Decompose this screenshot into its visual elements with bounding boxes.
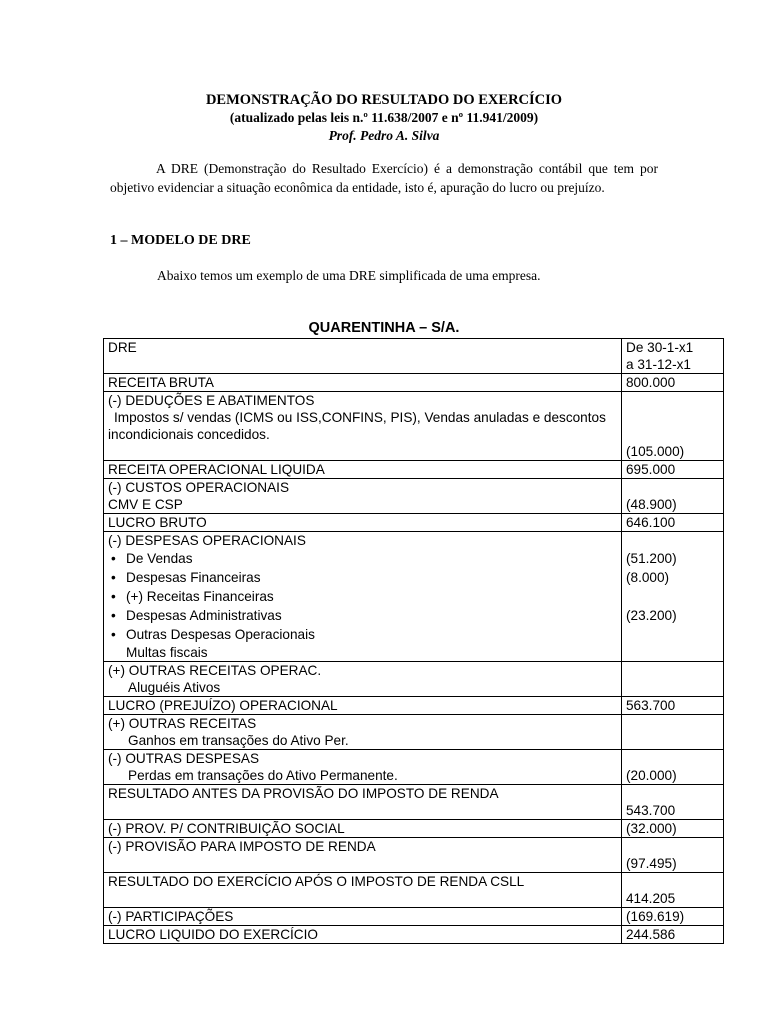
row-label: LUCRO BRUTO — [104, 514, 622, 532]
list-item-label: Outras Despesas Operacionais — [126, 627, 315, 642]
row-value: 543.700 — [622, 785, 724, 820]
table-row — [104, 750, 724, 785]
table-row — [104, 715, 724, 750]
section-heading: 1 – MODELO DE DRE — [110, 233, 251, 248]
dre-table — [103, 338, 724, 944]
document-author: Prof. Pedro A. Silva — [328, 128, 440, 143]
row-value — [622, 532, 724, 662]
table-row — [104, 514, 724, 532]
row-value: (32.000) — [622, 820, 724, 838]
table-row — [104, 820, 724, 838]
intro-paragraph: A DRE (Demonstração do Resultado Exercício) é a demonstração contábil que tem por objetivo evidenciar a situação econômica da entidade, isto é, apuração do lucro ou prejuízo. — [110, 161, 658, 195]
table-row — [104, 662, 724, 697]
row-value: 414.205 — [622, 873, 724, 908]
bullet-icon: • — [111, 570, 116, 585]
row-value: (97.495) — [622, 838, 724, 873]
row-label — [104, 532, 622, 662]
row-label: LUCRO LIQUIDO DO EXERCÍCIO — [104, 926, 622, 944]
row-label: RESULTADO ANTES DA PROVISÃO DO IMPOSTO DE RENDA — [104, 785, 622, 820]
row-detail: Impostos s/ vendas (ICMS ou ISS,CONFINS, PIS), Vendas anuladas e descontos incondicionais concedidos. — [108, 410, 606, 442]
list-value — [626, 587, 720, 606]
row-detail: Perdas em transações do Ativo Permanente. — [128, 768, 398, 783]
list-item — [108, 606, 618, 625]
row-label: RECEITA OPERACIONAL LIQUIDA — [104, 461, 622, 479]
list-item-label: Despesas Financeiras — [126, 570, 261, 585]
table-row — [104, 479, 724, 514]
row-detail: Ganhos em transações do Ativo Per. — [128, 733, 349, 748]
list-item — [108, 587, 618, 606]
row-label: (-) PARTICIPAÇÕES — [104, 908, 622, 926]
row-label-main: (-) OUTRAS DESPESAS — [108, 751, 260, 766]
list-value — [626, 625, 720, 644]
row-value: 244.586 — [622, 926, 724, 944]
bullet-icon: • — [111, 608, 116, 623]
row-value: 695.000 — [622, 461, 724, 479]
header-period-start: De 30-1-x1 — [626, 340, 694, 355]
document-subtitle: (atualizado pelas leis n.º 11.638/2007 e nº 11.941/2009) — [229, 110, 539, 125]
list-value: (23.200) — [626, 608, 677, 623]
table-row — [104, 838, 724, 873]
row-label — [104, 392, 622, 461]
row-value: 646.100 — [622, 514, 724, 532]
row-value — [622, 662, 724, 697]
bullet-icon: • — [111, 589, 116, 604]
row-value: 563.700 — [622, 697, 724, 715]
row-value: (105.000) — [622, 392, 724, 461]
table-header-row — [104, 339, 724, 374]
table-row — [104, 873, 724, 908]
row-detail: Aluguéis Ativos — [128, 680, 221, 695]
row-value: 800.000 — [622, 374, 724, 392]
row-label-main: (+) OUTRAS RECEITAS OPERAC. — [108, 663, 322, 678]
row-label-main: (+) OUTRAS RECEITAS — [108, 716, 257, 731]
list-item — [108, 549, 618, 568]
row-value: (48.900) — [622, 479, 724, 514]
list-item-label: (+) Receitas Financeiras — [126, 589, 274, 604]
list-item-label: Despesas Administrativas — [126, 608, 282, 623]
row-label — [104, 715, 622, 750]
header-period-end: a 31-12-x1 — [626, 357, 691, 372]
list-item — [108, 625, 618, 644]
row-label-main: (-) DEDUÇÕES E ABATIMENTOS — [108, 393, 315, 408]
table-row — [104, 926, 724, 944]
row-value: (169.619) — [622, 908, 724, 926]
table-row — [104, 697, 724, 715]
table-row — [104, 908, 724, 926]
row-detail: Multas fiscais — [126, 645, 208, 660]
header-label: DRE — [104, 339, 622, 374]
company-name: QUARENTINHA – S/A. — [308, 320, 460, 336]
table-row — [104, 374, 724, 392]
row-label-main: (-) DESPESAS OPERACIONAIS — [108, 533, 306, 548]
table-row — [104, 461, 724, 479]
list-item — [108, 568, 618, 587]
row-label: (-) PROV. P/ CONTRIBUIÇÃO SOCIAL — [104, 820, 622, 838]
table-row — [104, 785, 724, 820]
row-value: (20.000) — [622, 750, 724, 785]
document-title: DEMONSTRAÇÃO DO RESULTADO DO EXERCÍCIO — [205, 92, 563, 108]
row-label: (-) PROVISÃO PARA IMPOSTO DE RENDA — [104, 838, 622, 873]
list-item-label: De Vendas — [126, 551, 193, 566]
section-text: Abaixo temos um exemplo de uma DRE simplificada de uma empresa. — [157, 268, 541, 283]
row-label — [104, 750, 622, 785]
row-label-main: (-) CUSTOS OPERACIONAIS — [108, 480, 290, 495]
bullet-icon: • — [111, 627, 116, 642]
expense-list — [108, 549, 618, 644]
row-label: RESULTADO DO EXERCÍCIO APÓS O IMPOSTO DE RENDA CSLL — [104, 873, 622, 908]
row-label: RECEITA BRUTA — [104, 374, 622, 392]
table-row — [104, 532, 724, 662]
header-period — [622, 339, 724, 374]
row-detail: CMV E CSP — [108, 497, 183, 512]
row-value — [622, 715, 724, 750]
row-label — [104, 479, 622, 514]
row-label: LUCRO (PREJUÍZO) OPERACIONAL — [104, 697, 622, 715]
list-value: (8.000) — [626, 570, 670, 585]
row-label — [104, 662, 622, 697]
table-row — [104, 392, 724, 461]
list-value: (51.200) — [626, 551, 677, 566]
bullet-icon: • — [111, 551, 116, 566]
